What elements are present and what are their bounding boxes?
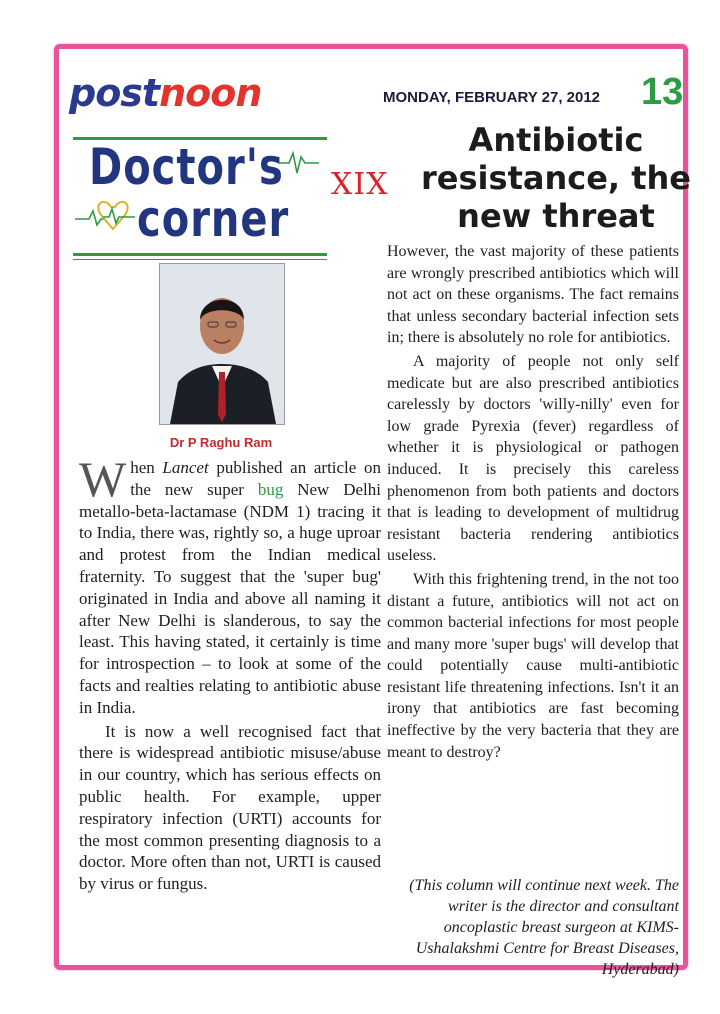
article-column-left	[79, 451, 381, 895]
masthead-noon: noon	[159, 71, 262, 115]
logo-line2: corner	[137, 191, 290, 249]
heartbeat-icon	[279, 147, 319, 177]
logo-rule-bottom-thin	[73, 259, 327, 260]
logo-rule-bottom	[73, 253, 327, 256]
paragraph: A majority of people not only self medicate but are also prescribed antibiotics carelessly by doctors 'willy-nilly' even for low grade Pyrexia (fever) regardless of whether it is physiological or pathogen induced. It is precisely this careless phenomenon from both patients and doctors that is leading to development of multidrug resistant bacteria rendering antibiotics useless.	[387, 352, 679, 565]
heart-icon	[75, 193, 139, 241]
page-number: 13	[641, 71, 684, 113]
drop-cap: W	[79, 451, 127, 507]
text-run: New Delhi metallo-beta-lactamase (NDM 1) tracing it to India, there was, rightly so, a huge uproar and protest from the Indian medical fraternity. To suggest that the 'super bug' originated in India and above all naming it after New Delhi is slanderous, to say the least. This having stated, it certainly is time for introspection – to look at some of the facts and realties relating to antibiotic abuse in India.	[79, 479, 381, 717]
newspaper-clipping	[54, 44, 691, 978]
author-portrait	[160, 264, 284, 424]
article-column-right	[387, 241, 679, 763]
author-photo	[159, 263, 285, 425]
masthead	[69, 71, 261, 115]
logo-line1: Doctor's	[89, 139, 284, 197]
masthead-post: post	[69, 71, 160, 115]
closing-note: (This column will continue next week. The writer is the director and consultant oncoplastic breast surgeon at KIMS-Ushalakshmi Centre for Breast Diseases, Hyderabad)	[409, 877, 679, 978]
paragraph	[79, 451, 381, 719]
paragraph: However, the vast majority of these patients are wrongly prescribed antibiotics which will not act on these organisms. The fact remains that unless secondary bacterial infection sets in; there is absolutely no role for antibiotics.	[387, 243, 679, 347]
text-run: published an article on the new super	[130, 458, 381, 499]
text-run: hen	[130, 458, 163, 477]
dateline: MONDAY, FEBRUARY 27, 2012	[383, 89, 601, 106]
paragraph: With this frightening trend, in the not too distant a future, antibiotics will not act on common bacterial infections for most people and many more 'super bugs' will develop that could potentially cause multi-antibiotic resistant life threatening infections. Isn't it an irony that antibiotics are fast becoming ineffective by the very bacteria that they are meant to destroy?	[387, 570, 679, 761]
photo-caption: Dr P Raghu Ram	[169, 435, 273, 450]
bug-text: bug	[257, 479, 284, 499]
column-number: XIX	[331, 167, 389, 202]
lancet-text: Lancet	[162, 458, 209, 477]
doctors-corner-logo	[73, 129, 327, 259]
paragraph: It is now a well recognised fact that there is widespread antibiotic misuse/abuse in our country, which has serious effects on public health. For example, upper respiratory infection (URTI) accounts for the most common presenting diagnosis to a doctor. More often than not, URTI is caused by virus or fungus.	[79, 721, 381, 894]
headline: Antibiotic resistance, the new threat	[421, 121, 691, 235]
